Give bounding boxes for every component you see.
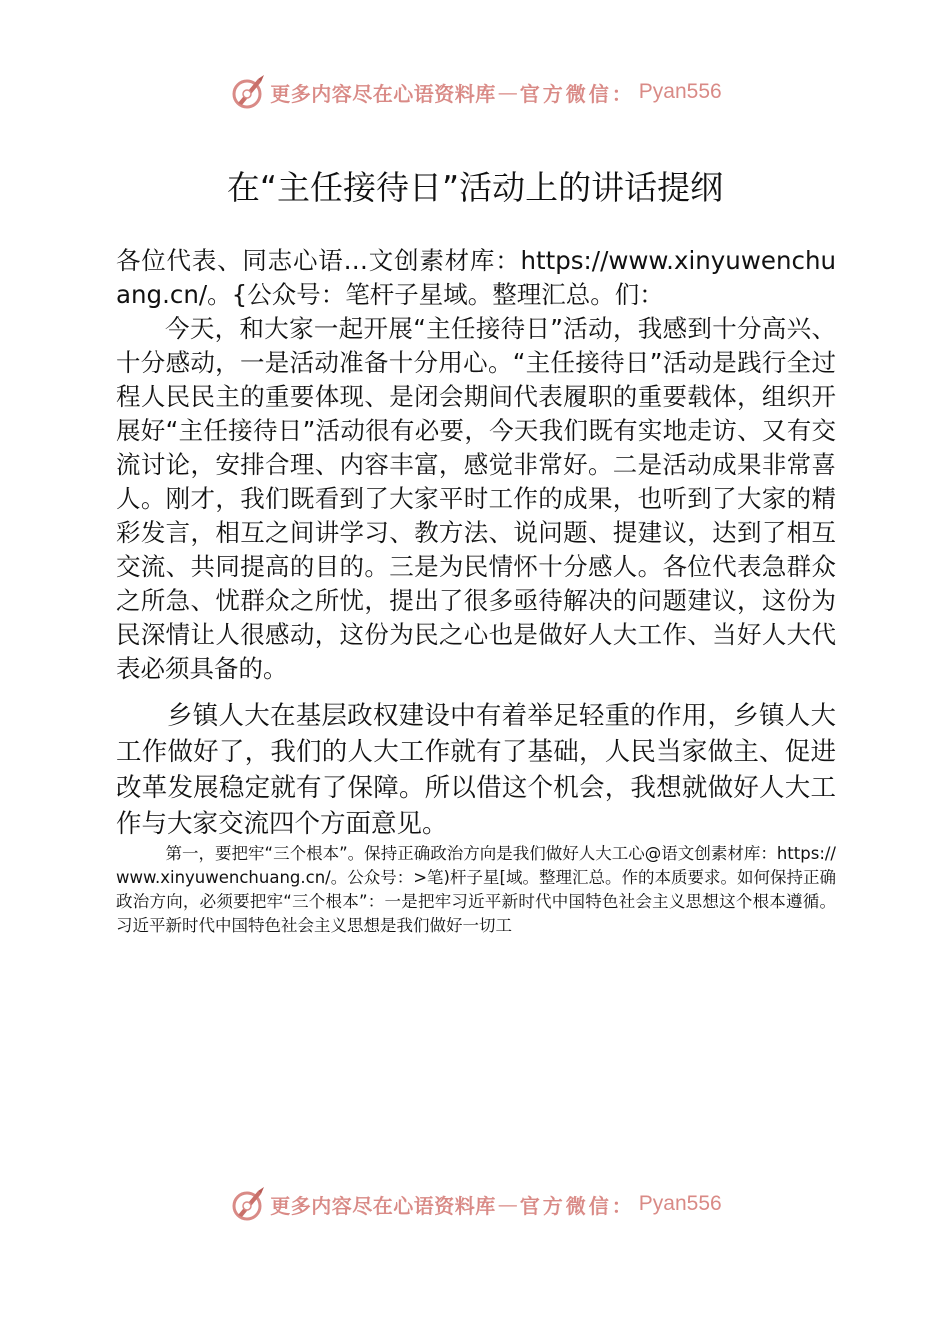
quill-pen-logo-icon <box>228 73 266 111</box>
banner-wechat-handle: Pyan556 <box>638 80 722 103</box>
banner-wechat-label: 官方微信： <box>519 81 635 106</box>
paragraph-3: 第一，要把牢“三个根本”。保持正确政治方向是我们做好人大工心@语文创素材库：https://www.xinyuwenchuang.cn/。公众号：>笔)杆子星[域。整理汇总。作的本质要求。如何保持正确政治方向，必须要把牢“三个根本”：一是把牢习近平新时代中国特色社会主义思想这个根本遵循。习近平新时代中国特色社会主义思想是我们做好一切工 <box>116 844 836 935</box>
header-banner <box>0 72 950 112</box>
banner-separator: — <box>497 80 518 104</box>
document-body <box>116 244 836 938</box>
footer-banner-wechat-handle: Pyan556 <box>638 1192 722 1215</box>
footer-banner-wechat-label: 官方微信： <box>519 1193 635 1218</box>
document-title: 在“主任接待日”活动上的讲话提纲 <box>226 168 724 207</box>
paragraph-2: 乡镇人大在基层政权建设中有着举足轻重的作用，乡镇人大工作做好了，我们的人大工作就有了基础，人民当家做主、促进改革发展稳定就有了保障。所以借这个机会，我想就做好人大工作与大家交流四个方面意见。 <box>116 701 836 839</box>
footer-banner <box>0 1184 950 1224</box>
quill-pen-logo-icon <box>228 1185 266 1223</box>
footer-banner-separator: — <box>497 1192 518 1216</box>
paragraph-1: 今天，和大家一起开展“主任接待日”活动，我感到十分高兴、十分感动，一是活动准备十分用心。“主任接待日”活动是践行全过程人民民主的重要体现、是闭会期间代表履职的重要载体，组织开展好“主任接待日”活动很有必要，今天我们既有实地走访、又有交流讨论，安排合理、内容丰富，感觉非常好。二是活动成果非常喜人。刚才，我们既看到了大家平时工作的成果，也听到了大家的精彩发言，相互之间讲学习、教方法、说问题、提建议，达到了相互交流、共同提高的目的。三是为民情怀十分感人。各位代表急群众之所急、忧群众之所忧，提出了很多亟待解决的问题建议，这份为民深情让人很感动，这份为民之心也是做好人大工作、当好人大代表必须具备的。 <box>116 314 836 683</box>
footer-banner-slogan: 更多内容尽在心语资料库 <box>270 1193 496 1218</box>
greeting-paragraph: 各位代表、同志心语…文创素材库：https://www.xinyuwenchuang.cn/。{公众号：笔杆子星域。整理汇总。们： <box>116 246 836 309</box>
banner-slogan: 更多内容尽在心语资料库 <box>270 81 496 106</box>
paragraph-2-wrapper <box>116 698 836 842</box>
